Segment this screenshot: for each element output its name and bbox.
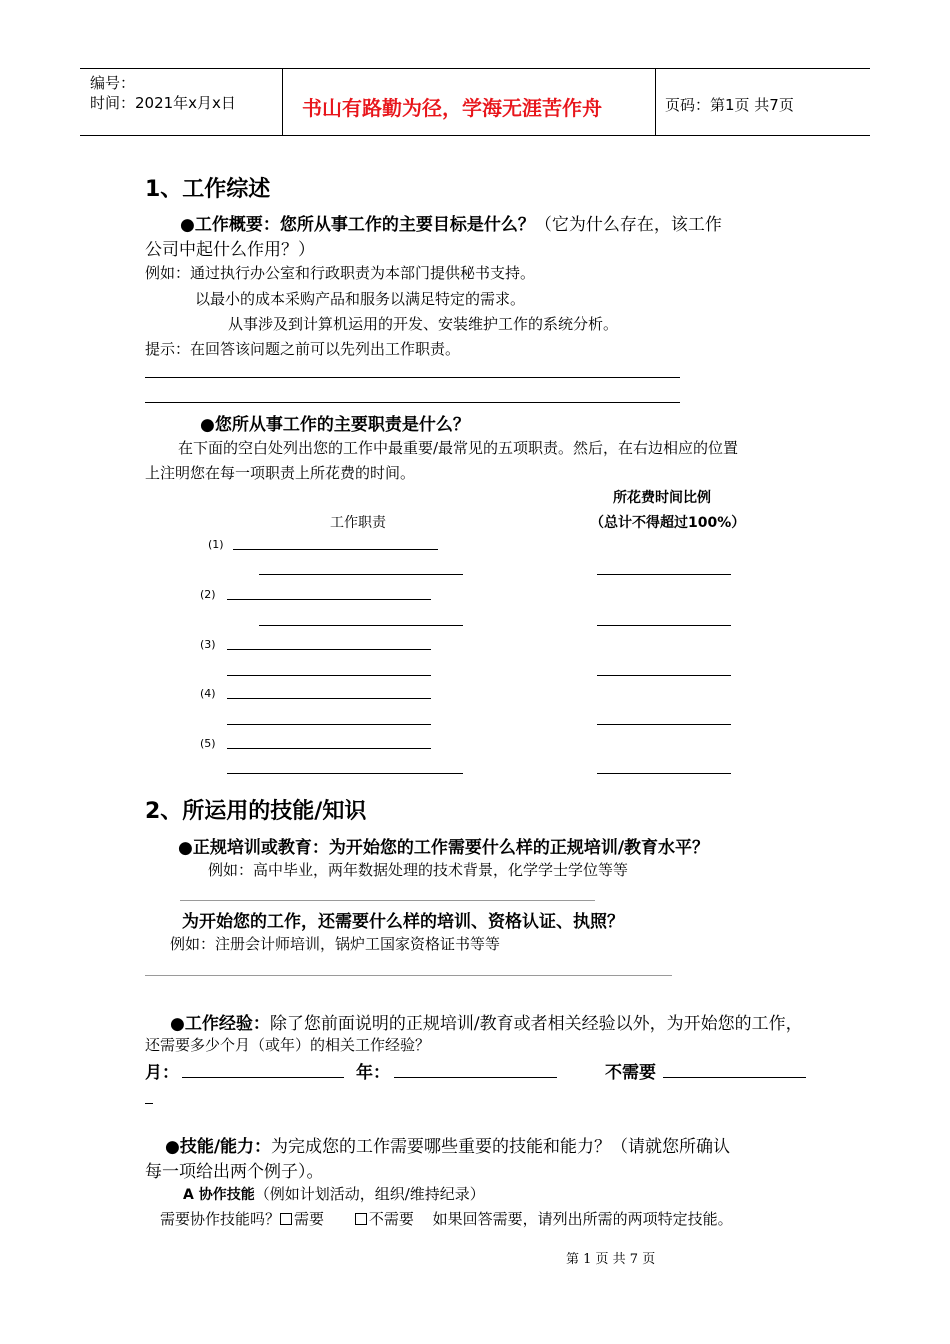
footer-page-number: 第 1 页 共 7 页: [566, 1252, 656, 1267]
section2-q1: ●正规培训或教育：为开始您的工作需要什么样的正规培训/教育水平？: [178, 838, 710, 858]
section1-q1: [180, 210, 722, 235]
duty-item-label-5: (5): [200, 737, 216, 750]
coop-question-row: [160, 1208, 733, 1229]
section2-skill-bold: ●技能/能力：: [165, 1137, 272, 1157]
duty-line-5a[interactable]: [227, 748, 431, 749]
duty-line-2b[interactable]: [259, 625, 463, 626]
section1-example-1: 例如：通过执行办公室和行政职责为本部门提供秘书支持。: [145, 264, 536, 282]
answer-line-4[interactable]: [145, 975, 672, 976]
col-duty-header: 工作职责: [330, 515, 386, 531]
skill-a-bold: A 协作技能: [183, 1187, 255, 1203]
checkbox-noneed[interactable]: [355, 1213, 367, 1225]
section2-skill-line2: 每一项给出两个例子）。: [145, 1162, 324, 1182]
col-time-header-2: （总计不得超过100%）: [590, 515, 746, 531]
header-divider-right: [655, 68, 656, 136]
header-motto: 书山有路勤为径，学海无涯苦作舟: [302, 96, 602, 120]
coop-question: 需要协作技能吗？: [160, 1210, 281, 1228]
opt-noneed-label: 不需要: [368, 1210, 414, 1228]
duty-line-4a[interactable]: [227, 698, 431, 699]
time-line-3[interactable]: [597, 675, 731, 676]
none-input-line[interactable]: [663, 1077, 806, 1078]
duty-item-label-4: (4): [200, 687, 216, 700]
answer-line-3[interactable]: [180, 900, 595, 901]
duty-line-1b[interactable]: [259, 574, 463, 575]
time-line-2[interactable]: [597, 625, 731, 626]
duty-line-3a[interactable]: [227, 649, 431, 650]
section1-q1-line2: 公司中起什么作用？）: [145, 240, 315, 260]
section2-exp-bold: ●工作经验：: [170, 1014, 270, 1034]
col-time-header-1: 所花费时间比例: [613, 490, 711, 506]
answer-line-1[interactable]: [145, 377, 680, 378]
header-page-label: 页码：第1页 共7页: [665, 96, 794, 114]
duty-line-1a[interactable]: [233, 549, 438, 550]
section1-example-3: 从事涉及到计算机运用的开发、安装维护工作的系统分析。: [228, 315, 619, 333]
section2-exp-rest: 除了您前面说明的正规培训/教育或者相关经验以外，为开始您的工作，: [269, 1014, 803, 1034]
skill-a: [183, 1183, 485, 1204]
section2-title: 2、所运用的技能/知识: [145, 799, 367, 824]
header-divider-left: [282, 68, 283, 136]
section1-q2-desc-2: 上注明您在每一项职责上所花费的时间。: [145, 464, 416, 482]
section1-q1-bold: ●工作概要：您所从事工作的主要目标是什么？: [180, 215, 535, 235]
section2-skill: [165, 1132, 730, 1157]
time-line-5[interactable]: [597, 773, 731, 774]
year-label: 年：: [356, 1063, 390, 1083]
section1-hint: 提示：在回答该问题之前可以先列出工作职责。: [145, 340, 461, 358]
duty-item-label-1: (1): [208, 538, 224, 551]
answer-line-2[interactable]: [145, 402, 680, 403]
year-input-line[interactable]: [394, 1077, 557, 1078]
section2-exp-line2: 还需要多少个月（或年）的相关工作经验？: [145, 1036, 431, 1054]
header-number-label: 编号：: [90, 74, 136, 92]
section1-q1-rest: （它为什么存在，该工作: [534, 215, 722, 235]
duty-line-2a[interactable]: [227, 599, 431, 600]
month-input-line[interactable]: [182, 1077, 344, 1078]
time-line-4[interactable]: [597, 724, 731, 725]
time-line-1[interactable]: [597, 574, 731, 575]
duty-line-4b[interactable]: [227, 724, 431, 725]
section2-q1-example: 例如：高中毕业，两年数据处理的技术背景，化学学士学位等等: [208, 861, 629, 879]
header-top-rule: [80, 68, 870, 69]
checkbox-need[interactable]: [280, 1213, 292, 1225]
duty-item-label-3: (3): [200, 638, 216, 651]
section1-q2: ●您所从事工作的主要职责是什么？: [200, 415, 470, 435]
stray-underscore: [145, 1103, 153, 1104]
header-bottom-rule: [80, 135, 870, 136]
opt-need-label: 需要: [294, 1210, 325, 1228]
duty-line-5b[interactable]: [227, 773, 463, 774]
section2-exp: [170, 1009, 803, 1034]
header-date-label: 时间：2021年x月x日: [90, 94, 236, 112]
section2-skill-rest: 为完成您的工作需要哪些重要的技能和能力？（请就您所确认: [271, 1137, 731, 1157]
duty-line-3b[interactable]: [227, 675, 431, 676]
coop-followup: 如果回答需要，请列出所需的两项特定技能。: [432, 1210, 733, 1228]
section1-example-2: 以最小的成本采购产品和服务以满足特定的需求。: [195, 290, 526, 308]
duty-item-label-2: (2): [200, 588, 216, 601]
section1-q2-desc-1: 在下面的空白处列出您的工作中最重要/最常见的五项职责。然后，在右边相应的位置: [178, 439, 739, 457]
section2-q2: 为开始您的工作，还需要什么样的培训、资格认证、执照？: [182, 912, 624, 932]
section1-title: 1、工作综述: [145, 177, 271, 202]
none-label: 不需要: [605, 1063, 656, 1083]
section2-q2-example: 例如：注册会计师培训，锅炉工国家资格证书等等: [170, 935, 501, 953]
skill-a-rest: （例如计划活动，组织/维持纪录）: [254, 1185, 485, 1203]
month-label: 月：: [145, 1063, 179, 1083]
